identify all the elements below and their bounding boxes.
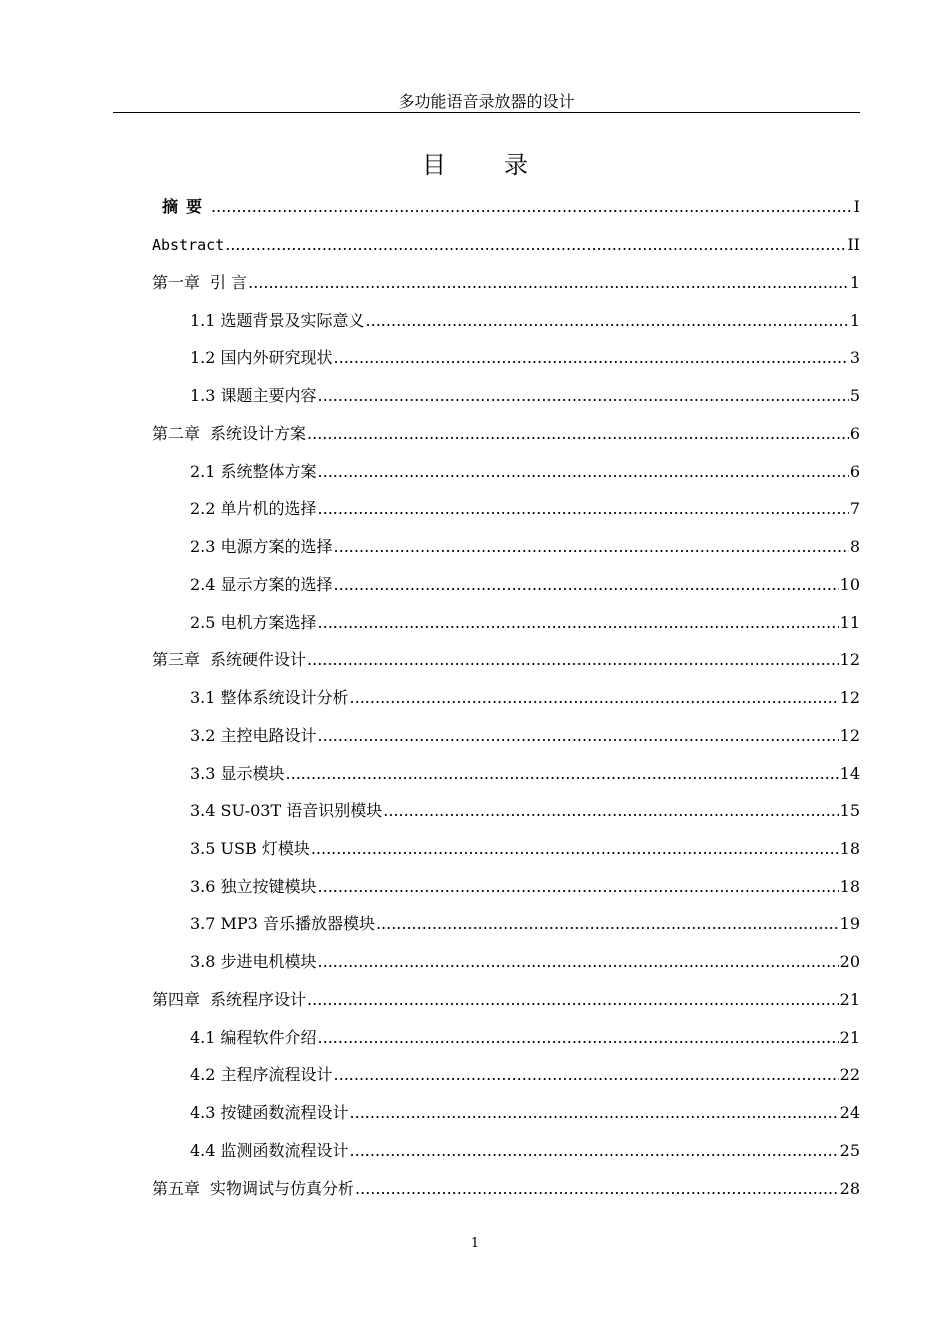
toc-dot-leader	[318, 952, 839, 972]
page-title-left: 目	[422, 151, 446, 179]
toc-dot-leader	[376, 914, 839, 934]
toc-chapter-title: 系统设计方案	[210, 424, 307, 443]
toc-entry-label	[152, 1179, 354, 1199]
toc-entry[interactable]	[152, 263, 860, 293]
toc-chapter-title: 实物调试与仿真分析	[210, 1179, 355, 1198]
toc-entry-label: 3.8 步进电机模块	[190, 952, 317, 971]
toc-chapter-number: 第四章	[152, 990, 201, 1009]
toc-page-number: 24	[839, 1103, 860, 1122]
toc-entry-label: Abstract	[152, 236, 225, 254]
toc-page-number: 25	[839, 1141, 860, 1160]
toc-dot-leader	[334, 537, 849, 557]
toc-chapter-number: 第三章	[152, 650, 201, 669]
toc-chapter-title: 引 言	[210, 273, 248, 292]
page-title	[0, 150, 950, 180]
toc-page-number: II	[847, 235, 860, 254]
toc-page-number: 8	[849, 537, 860, 556]
toc-dot-leader	[318, 386, 849, 406]
toc-page-number: 1	[849, 273, 860, 292]
toc-page-number: 1	[849, 311, 860, 330]
toc-entry[interactable]	[190, 1093, 860, 1123]
toc-dot-leader	[318, 613, 839, 633]
toc-dot-leader	[311, 839, 839, 859]
toc-dot-leader	[355, 1179, 839, 1199]
toc-page-number: 6	[849, 424, 860, 443]
toc-dot-leader	[211, 197, 853, 217]
toc-dot-leader	[318, 462, 849, 482]
toc-chapter-title: 系统程序设计	[210, 990, 307, 1009]
toc-page-number: 21	[839, 1028, 860, 1047]
toc-dot-leader	[366, 311, 849, 331]
toc-entry[interactable]	[152, 640, 860, 670]
toc-dot-leader	[318, 726, 839, 746]
toc-entry-label: 2.3 电源方案的选择	[190, 537, 333, 556]
toc-entry-label: 1.1 选题背景及实际意义	[190, 311, 365, 330]
toc-entry[interactable]	[190, 942, 860, 972]
toc-entry[interactable]	[190, 678, 860, 708]
toc-entry[interactable]	[190, 565, 860, 595]
toc-entry-label: 3.2 主控电路设计	[190, 726, 317, 745]
toc-dot-leader	[350, 688, 839, 708]
toc-chapter-number: 第二章	[152, 424, 201, 443]
toc-dot-leader	[383, 801, 838, 821]
toc-dot-leader	[307, 650, 839, 670]
toc-page-number: 7	[849, 499, 860, 518]
toc-entry[interactable]	[152, 414, 860, 444]
toc-entry[interactable]	[190, 716, 860, 746]
toc-entry-label: 摘要	[162, 197, 211, 216]
toc-dot-leader	[318, 877, 839, 897]
toc-page-number: 20	[839, 952, 860, 971]
toc-dot-leader	[334, 575, 839, 595]
toc-dot-leader	[334, 1065, 839, 1085]
toc-entry-label: 3.1 整体系统设计分析	[190, 688, 349, 707]
toc-entry-label: 4.1 编程软件介绍	[190, 1028, 317, 1047]
toc-entry-label: 2.5 电机方案选择	[190, 613, 317, 632]
toc-page-number: 12	[839, 726, 860, 745]
toc-entry-label: 4.4 监测函数流程设计	[190, 1141, 349, 1160]
toc-entry-label	[152, 273, 247, 293]
toc-dot-leader	[225, 235, 846, 255]
toc-entry-label: 1.3 课题主要内容	[190, 386, 317, 405]
toc-dot-leader	[334, 348, 849, 368]
toc-dot-leader	[307, 990, 839, 1010]
toc-entry-label: 2.1 系统整体方案	[190, 462, 317, 481]
toc-dot-leader	[248, 273, 849, 293]
toc-page-number: 18	[839, 839, 860, 858]
toc-entry[interactable]	[190, 867, 860, 897]
toc-page-number: 10	[839, 575, 860, 594]
page-title-right: 录	[504, 151, 528, 179]
toc-entry-label	[152, 650, 306, 670]
toc-chapter-title: 系统硬件设计	[210, 650, 307, 669]
toc-entry[interactable]	[190, 603, 860, 633]
toc-entry-label: 4.3 按键函数流程设计	[190, 1103, 349, 1122]
toc-entry[interactable]	[190, 1131, 860, 1161]
toc-entry[interactable]	[190, 1018, 860, 1048]
toc-page-number: 6	[849, 462, 860, 481]
toc-chapter-number: 第一章	[152, 273, 201, 292]
toc-entry[interactable]	[190, 754, 860, 784]
page-number: 1	[470, 1236, 480, 1251]
toc-page-number: 12	[839, 688, 860, 707]
running-header: 多功能语音录放器的设计	[398, 92, 575, 111]
toc-page-number: 18	[839, 877, 860, 896]
toc-entry[interactable]	[190, 338, 860, 368]
toc-entry[interactable]	[190, 527, 860, 557]
toc-entry[interactable]	[152, 980, 860, 1010]
toc-entry[interactable]	[190, 791, 860, 821]
toc-page-number: I	[853, 197, 860, 216]
toc-entry-label: 3.5 USB 灯模块	[190, 839, 310, 858]
toc-entry-label: 4.2 主程序流程设计	[190, 1065, 333, 1084]
toc-page-number: 12	[839, 650, 860, 669]
toc-dot-leader	[318, 499, 849, 519]
header-rule	[113, 112, 860, 113]
toc-entry[interactable]	[190, 301, 860, 331]
toc-entry-label: 3.6 独立按键模块	[190, 877, 317, 896]
toc-entry[interactable]	[190, 376, 860, 406]
toc-dot-leader	[350, 1141, 839, 1161]
toc-entry[interactable]	[152, 1169, 860, 1199]
toc-entry[interactable]	[190, 489, 860, 519]
toc-entry-label	[152, 424, 306, 444]
toc-entry-label: 2.4 显示方案的选择	[190, 575, 333, 594]
toc-entry[interactable]	[190, 452, 860, 482]
toc-entry-label: 3.7 MP3 音乐播放器模块	[190, 914, 375, 933]
toc-page-number: 5	[849, 386, 860, 405]
toc-entry-label: 3.3 显示模块	[190, 764, 285, 783]
toc-entry[interactable]	[152, 187, 860, 217]
toc-page-number: 21	[839, 990, 860, 1009]
toc-page-number: 28	[839, 1179, 860, 1198]
toc-entry[interactable]	[152, 225, 860, 255]
toc-page-number: 11	[839, 613, 860, 632]
toc-page-number: 19	[839, 914, 860, 933]
toc-entry-label: 2.2 单片机的选择	[190, 499, 317, 518]
toc-dot-leader	[318, 1028, 839, 1048]
toc-entry[interactable]	[190, 1055, 860, 1085]
toc-dot-leader	[350, 1103, 839, 1123]
toc-page-number: 15	[839, 801, 860, 820]
toc-entry[interactable]	[190, 904, 860, 934]
toc-page-number: 3	[849, 348, 860, 367]
toc-page-number: 22	[839, 1065, 860, 1084]
toc-entry-label: 1.2 国内外研究现状	[190, 348, 333, 367]
toc-page-number: 14	[839, 764, 860, 783]
toc-dot-leader	[307, 424, 849, 444]
toc-chapter-number: 第五章	[152, 1179, 201, 1198]
toc-dot-leader	[286, 764, 839, 784]
toc-entry[interactable]	[190, 829, 860, 859]
toc-entry-label: 3.4 SU-03T 语音识别模块	[190, 801, 383, 820]
toc-entry-label	[152, 990, 306, 1010]
